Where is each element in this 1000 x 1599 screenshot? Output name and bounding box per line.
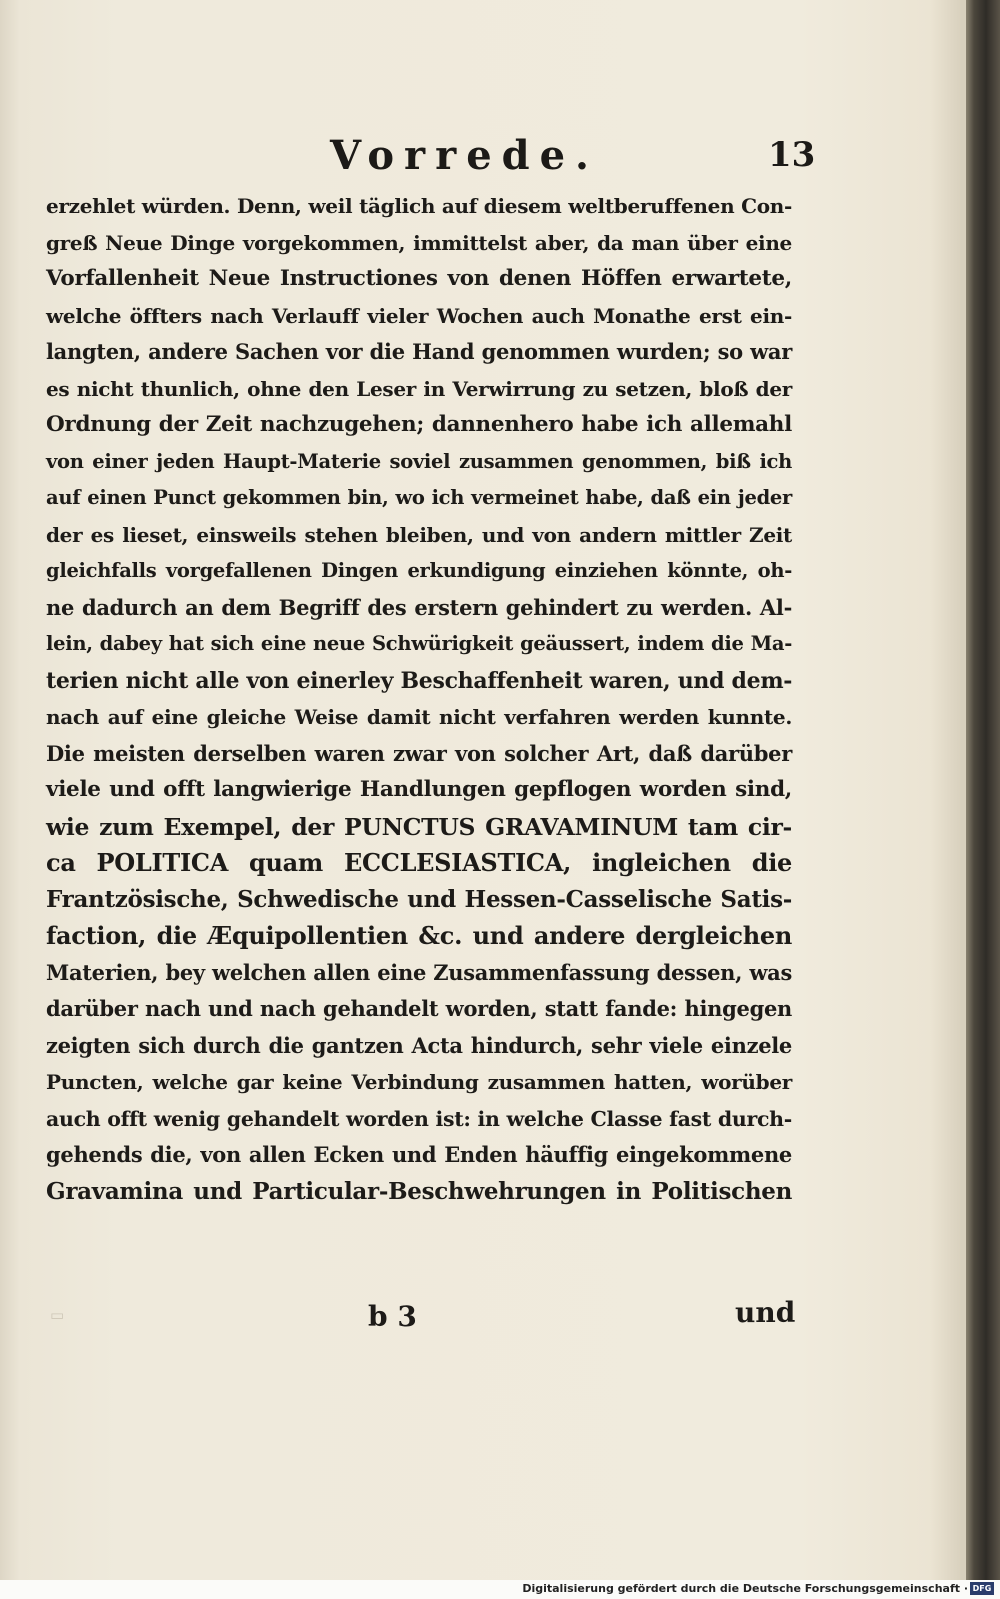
text-line: von einer jeden Haupt-Materie soviel zusammen genommen, biß ich xyxy=(46,449,792,473)
text-line: darüber nach und nach gehandelt worden, statt fande: hingegen xyxy=(46,996,792,1021)
text-line: Materien, bey welchen allen eine Zusammenfassung dessen, was xyxy=(46,959,792,985)
text-line: zeigten sich durch die gantzen Acta hindurch, sehr viele einzele xyxy=(46,1032,792,1058)
text-line: Puncten, welche gar keine Verbindung zusammen hatten, worüber xyxy=(46,1070,792,1094)
dfg-logo-icon: DFG xyxy=(970,1582,994,1595)
text-line: lein, dabey hat sich eine neue Schwürigkeit geäussert, indem die Ma- xyxy=(46,632,792,655)
footer-bar xyxy=(0,1580,1000,1599)
text-line: erzehlet würden. Denn, weil täglich auf diesem weltberuffenen Con- xyxy=(46,194,792,218)
text-line: es nicht thunlich, ohne den Leser in Verwirrung zu setzen, bloß der xyxy=(46,376,792,401)
text-line: der es lieset, einsweils stehen bleiben, und von andern mittler Zeit xyxy=(46,522,792,547)
text-line: langten, andere Sachen vor die Hand genommen wurden; so war xyxy=(46,339,792,364)
text-line: Ordnung der Zeit nachzugehen; dannenhero habe ich allemahl xyxy=(46,412,792,437)
page-number: 13 xyxy=(768,135,816,175)
text-line: gleichfalls vorgefallenen Dingen erkundigung einziehen könnte, oh- xyxy=(46,559,792,582)
text-line: welche öffters nach Verlauff vieler Wochen auch Monathe erst ein- xyxy=(46,303,792,328)
book-spine xyxy=(966,0,1000,1580)
text-line: ne dadurch an dem Begriff des erstern gehindert zu werden. Al- xyxy=(46,594,792,620)
text-line: Die meisten derselben waren zwar von solcher Art, daß darüber xyxy=(46,740,792,766)
text-line: gehends die, von allen Ecken und Enden häuffig eingekommene xyxy=(46,1142,792,1167)
show-through-mark: ▭ xyxy=(50,1306,65,1324)
text-line: faction, die Æquipollentien &c. und andere dergleichen xyxy=(46,921,792,950)
text-line: auf einen Punct gekommen bin, wo ich vermeinet habe, daß ein jeder xyxy=(46,486,792,509)
text-line: Vorfallenheit Neue Instructiones von denen Höffen erwartete, xyxy=(46,266,792,291)
page-header-title: Vorrede. xyxy=(330,132,599,179)
text-line: auch offt wenig gehandelt worden ist: in welche Classe fast durch- xyxy=(46,1106,792,1131)
signature-mark: b 3 xyxy=(368,1300,417,1333)
text-line: terien nicht alle von einerley Beschaffenheit waren, und dem- xyxy=(46,667,793,694)
text-line: viele und offt langwierige Handlungen gepflogen worden sind, xyxy=(46,777,792,802)
catchword: und xyxy=(735,1296,796,1329)
text-line: greß Neue Dinge vorgekommen, immittelst aber, da man über eine xyxy=(46,230,792,255)
text-line: wie zum Exempel, der PUNCTUS GRAVAMINUM tam cir- xyxy=(46,812,792,841)
funding-credit: Digitalisierung gefördert durch die Deutsche Forschungsgemeinschaft · xyxy=(522,1582,968,1595)
text-line: Gravamina und Particular-Beschwehrungen in Politischen xyxy=(46,1177,792,1205)
text-line: nach auf eine gleiche Weise damit nicht verfahren werden kunnte. xyxy=(46,705,792,729)
body-text xyxy=(46,188,792,1210)
text-line: ca POLITICA quam ECCLESIASTICA, ingleichen die xyxy=(46,848,792,877)
text-line: Frantzösische, Schwedische und Hessen-Casselische Satis- xyxy=(46,885,792,913)
